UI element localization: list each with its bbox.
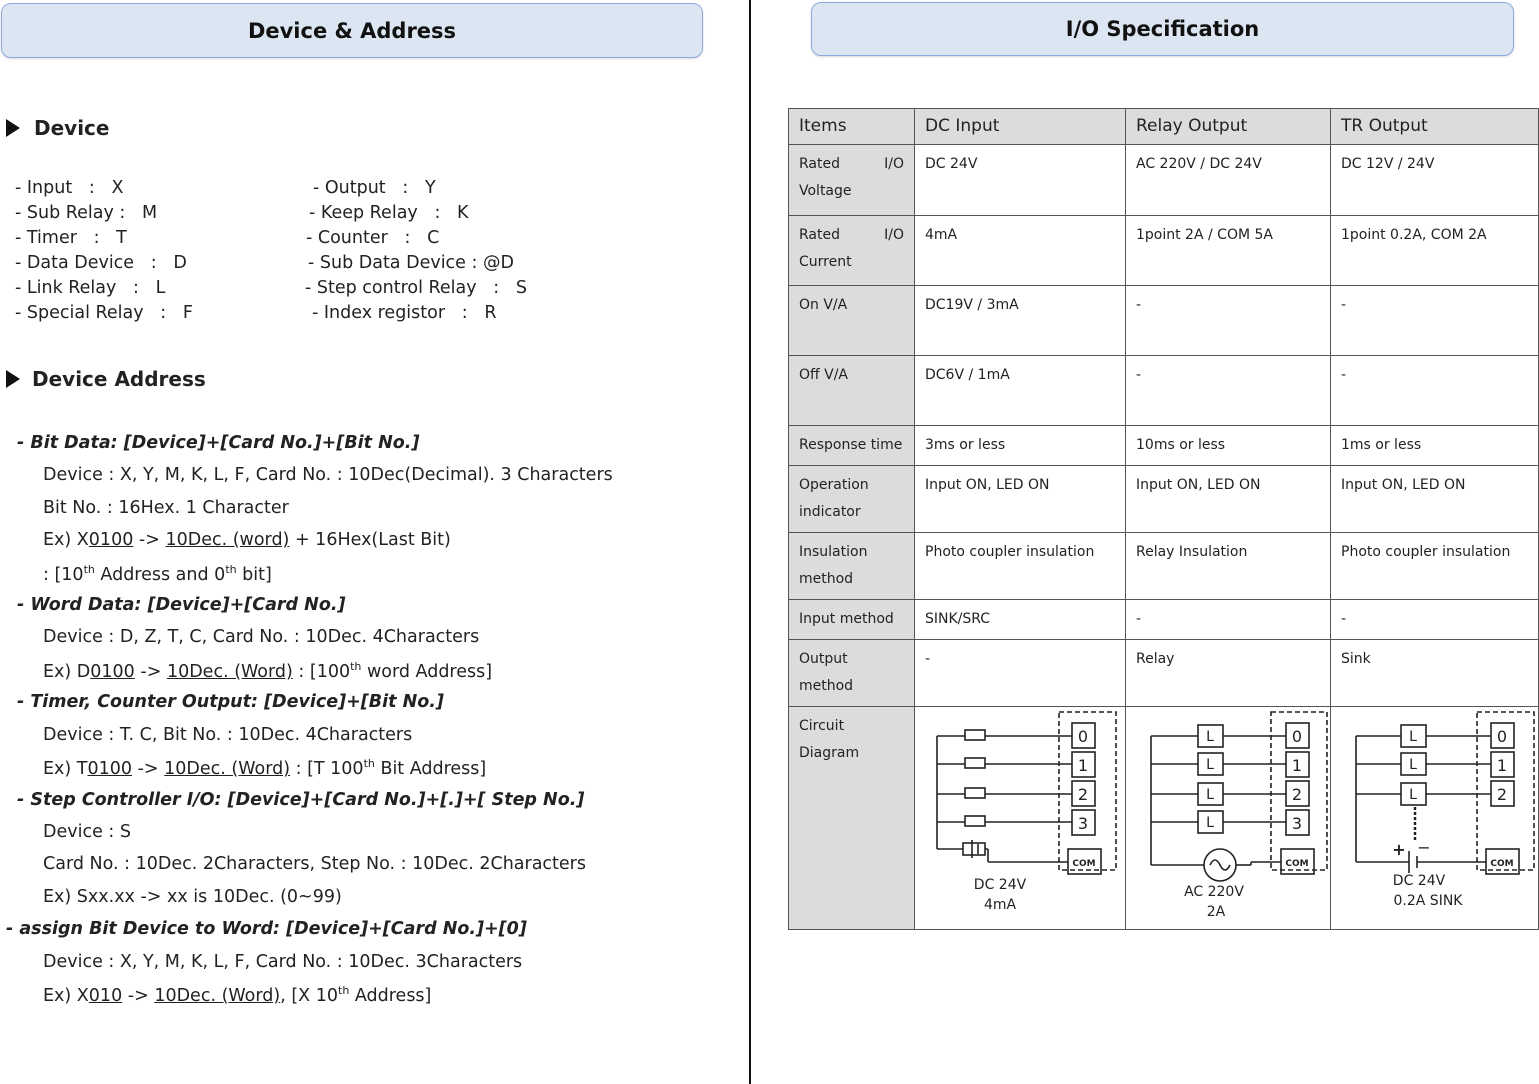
diagram-label: 2A [1206,904,1226,919]
terminal-label: 3 [1077,814,1089,833]
relay-output-cell: 10ms or less [1126,426,1331,466]
assign-bit-example: Ex) X010 -> 10Dec. (Word), [X 10th Address] [43,984,432,1006]
load-label: L [1206,815,1214,831]
bit-data-line: Bit No. : 16Hex. 1 Character [43,498,289,518]
word-data-header: - Word Data: [Device]+[Card No.] [17,595,346,615]
column-header: Items [789,109,915,145]
device-item: - Data Device : D [15,253,187,273]
device-item: - Step control Relay : S [305,278,527,298]
tr-output-circuit-icon [1331,707,1538,919]
row-item: Input method [789,600,915,640]
row-item: Rated I/O Current [789,216,915,286]
table-row [789,145,1539,216]
device-item: - Output : Y [313,178,436,198]
io-spec-title: I/O Specification [1065,17,1260,41]
relay-output-cell: - [1126,356,1331,426]
tr-output-cell: Input ON, LED ON [1331,466,1539,533]
dc-input-cell: 3ms or less [915,426,1126,466]
load-label: L [1206,729,1214,745]
tr-output-cell: 1point 0.2A, COM 2A [1331,216,1539,286]
device-address-section-title [6,367,206,391]
terminal-label: 0 [1077,727,1089,746]
dc-input-cell: Photo coupler insulation [915,533,1126,600]
diagram-label: DC 24V [973,877,1027,893]
row-item: Circuit Diagram [789,707,915,930]
terminal-label: 2 [1291,785,1303,804]
relay-output-cell: - [1126,286,1331,356]
dc-input-circuit-diagram [915,707,1126,930]
dc-input-circuit-icon [915,707,1125,919]
plus-sign: + [1392,840,1406,859]
device-item: - Keep Relay : K [309,203,469,223]
terminal-label: 1 [1496,756,1508,775]
device-item: - Index registor : R [312,303,497,323]
com-terminal-label: COM [1072,859,1096,869]
word-data-example: Ex) D0100 -> 10Dec. (Word) : [100th word Address] [43,660,493,682]
relay-output-circuit-diagram [1126,707,1331,930]
table-header-row [789,109,1539,145]
io-spec-header [811,2,1514,56]
bit-data-header: - Bit Data: [Device]+[Card No.]+[Bit No.] [17,433,420,453]
step-controller-line: Device : S [43,822,131,842]
terminal-label: 0 [1291,727,1303,746]
tr-output-cell: - [1331,286,1539,356]
relay-output-circuit-icon [1126,707,1330,919]
device-address-title: Device & Address [247,18,457,43]
terminal-label: 1 [1077,756,1089,775]
diagram-label: 0.2A SINK [1393,893,1463,909]
load-label: L [1409,787,1417,803]
bit-data-example: Ex) X0100 -> 10Dec. (word) + 16Hex(Last Bit) [43,530,451,550]
table-row [789,356,1539,426]
tr-output-cell: Photo coupler insulation [1331,533,1539,600]
dc-input-cell: DC 24V [915,145,1126,216]
com-terminal-label: COM [1285,859,1309,869]
step-controller-line: Card No. : 10Dec. 2Characters, Step No. : 10Dec. 2Characters [43,854,586,874]
timer-counter-header: - Timer, Counter Output: [Device]+[Bit No.] [17,692,444,712]
tr-output-circuit-diagram [1331,707,1539,930]
step-controller-header: - Step Controller I/O: [Device]+[Card No.]+[.]+[ Step No.] [17,790,585,810]
device-title-text: Device [34,116,110,140]
terminal-label: 1 [1291,756,1303,775]
relay-output-cell: Relay [1126,640,1331,707]
terminal-label: 2 [1077,785,1089,804]
relay-output-cell: AC 220V / DC 24V [1126,145,1331,216]
table-row [789,707,1539,930]
table-row [789,286,1539,356]
table-row [789,466,1539,533]
minus-sign: − [1417,838,1431,857]
timer-counter-example: Ex) T0100 -> 10Dec. (Word) : [T 100th Bit Address] [43,757,487,779]
bit-data-line: Device : X, Y, M, K, L, F, Card No. : 10Dec(Decimal). 3 Characters [43,465,613,485]
panel-divider [749,0,751,1084]
row-item: On V/A [789,286,915,356]
tr-output-cell: 1ms or less [1331,426,1539,466]
device-item: - Sub Data Device : @D [308,253,514,273]
diagram-label: AC 220V [1184,884,1244,900]
terminal-label: 0 [1496,727,1508,746]
tr-output-cell: - [1331,356,1539,426]
device-section-title [6,116,109,140]
load-label: L [1206,757,1214,773]
dc-input-cell: 4mA [915,216,1126,286]
row-item: Operation indicator [789,466,915,533]
dc-input-cell: Input ON, LED ON [915,466,1126,533]
device-item: - Link Relay : L [15,278,166,298]
diagram-label: DC 24V [1392,873,1446,889]
load-label: L [1409,729,1417,745]
device-item: - Input : X [15,178,124,198]
column-header: DC Input [915,109,1126,145]
relay-output-cell: Input ON, LED ON [1126,466,1331,533]
dc-input-cell: DC19V / 3mA [915,286,1126,356]
row-item: Insulation method [789,533,915,600]
triangle-bullet-icon [6,370,20,388]
tr-output-cell: DC 12V / 24V [1331,145,1539,216]
word-data-line: Device : D, Z, T, C, Card No. : 10Dec. 4Characters [43,627,480,647]
device-item: - Timer : T [15,228,127,248]
dc-input-cell: - [915,640,1126,707]
row-item: Rated I/O Voltage [789,145,915,216]
device-address-title-text: Device Address [32,367,206,391]
load-label: L [1409,757,1417,773]
terminal-label: 3 [1291,814,1303,833]
timer-counter-line: Device : T. C, Bit No. : 10Dec. 4Characters [43,725,413,745]
row-item: Off V/A [789,356,915,426]
com-terminal-label: COM [1490,859,1514,869]
column-header: TR Output [1331,109,1539,145]
assign-bit-header: - assign Bit Device to Word: [Device]+[Card No.]+[0] [6,919,527,939]
device-item: - Sub Relay : M [15,203,158,223]
bit-data-note: : [10th Address and 0th bit] [43,563,272,585]
row-item: Output method [789,640,915,707]
relay-output-cell: 1point 2A / COM 5A [1126,216,1331,286]
terminal-label: 2 [1496,785,1508,804]
device-address-header [1,3,703,58]
relay-output-cell: - [1126,600,1331,640]
assign-bit-line: Device : X, Y, M, K, L, F, Card No. : 10Dec. 3Characters [43,952,523,972]
table-row [789,216,1539,286]
device-item: - Counter : C [306,228,440,248]
table-row [789,533,1539,600]
tr-output-cell: - [1331,600,1539,640]
dc-input-cell: DC6V / 1mA [915,356,1126,426]
table-row [789,600,1539,640]
dc-input-cell: SINK/SRC [915,600,1126,640]
tr-output-cell: Sink [1331,640,1539,707]
table-row [789,426,1539,466]
table-row [789,640,1539,707]
load-label: L [1206,787,1214,803]
step-controller-example: Ex) Sxx.xx -> xx is 10Dec. (0~99) [43,887,342,907]
device-item: - Special Relay : F [15,303,193,323]
diagram-label: 4mA [983,897,1017,913]
column-header: Relay Output [1126,109,1331,145]
row-item: Response time [789,426,915,466]
triangle-bullet-icon [6,119,20,137]
io-spec-table [788,108,1539,930]
relay-output-cell: Relay Insulation [1126,533,1331,600]
